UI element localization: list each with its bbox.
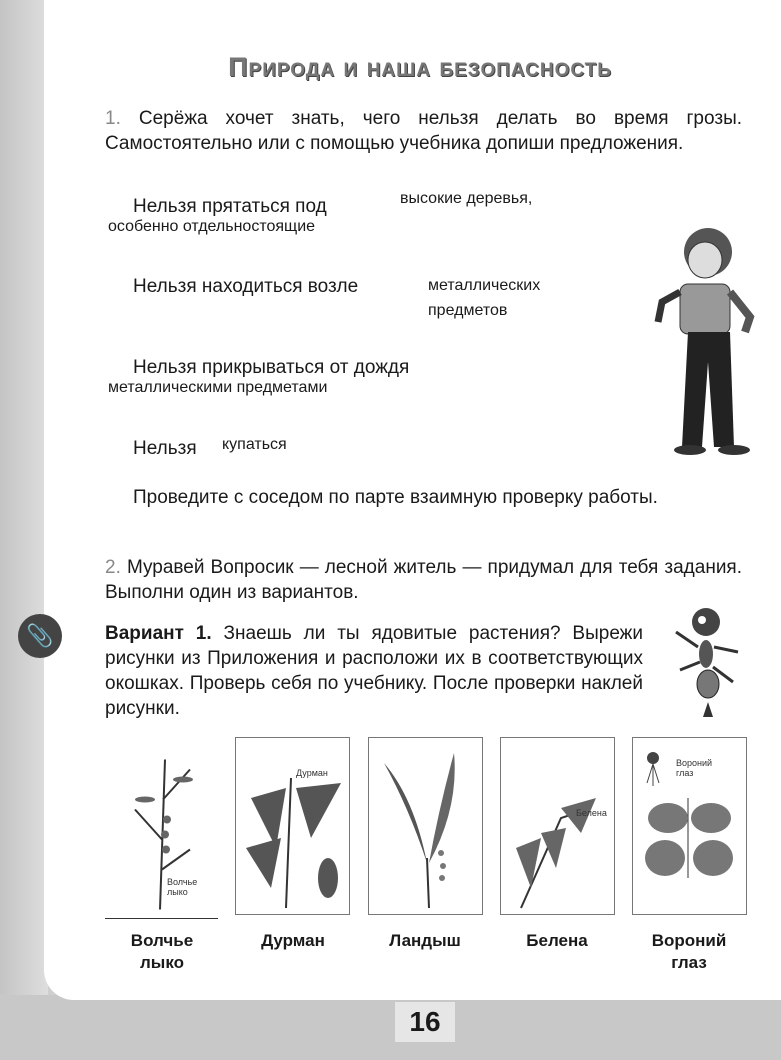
sentence-3-answer[interactable]: металлическими предметами — [108, 379, 328, 396]
landysh-drawing — [369, 738, 482, 914]
voroniy-glaz-caption: Вороний глаз — [676, 758, 713, 778]
plant-label-landysh: Ландыш — [389, 931, 461, 950]
sentence-4-answer[interactable]: купаться — [222, 436, 287, 453]
variant-1-label: Вариант 1. — [105, 623, 212, 644]
page-footer-band — [0, 995, 781, 1060]
sentence-1-prompt: Нельзя прятаться под — [133, 196, 327, 217]
plant-card-voroniy-glaz[interactable] — [632, 737, 747, 915]
sentence-1-answer[interactable]: высокие деревья, — [400, 190, 533, 207]
belena-drawing — [501, 738, 614, 914]
ant-illustration — [668, 592, 748, 722]
durman-drawing — [236, 738, 349, 914]
task1-text — [105, 106, 742, 156]
plant-label-voroniy-glaz — [624, 930, 754, 974]
plant-card-landysh[interactable] — [368, 737, 483, 915]
plant-label-durman: Дурман — [261, 931, 325, 950]
plant-label-volchye-lyko — [97, 930, 227, 974]
task2-number: 2. — [105, 557, 121, 578]
plant-label-line2: лыко — [140, 953, 184, 972]
page-title: Природа и наша безопасность — [228, 52, 612, 82]
plant-card-durman[interactable] — [235, 737, 350, 915]
paperclip-icon: 📎 — [18, 614, 62, 658]
peer-check-text: Проведите с соседом по парте взаимную проверку работы. — [133, 487, 658, 508]
belena-caption: Белена — [576, 808, 607, 818]
sentence-2-answer-cont[interactable]: предметов — [428, 302, 508, 319]
variant-1-text — [105, 621, 643, 721]
plant-label-belena: Белена — [526, 931, 588, 950]
task1-instruction: Серёжа хочет знать, чего нельзя делать во время грозы. Самостоятельно или с помощью учебника допиши предложения. — [105, 108, 743, 154]
sentence-3-prompt: Нельзя прикрываться от дождя — [133, 357, 410, 378]
task1-number: 1. — [105, 108, 121, 129]
plant-label-line1: Вороний — [651, 931, 727, 950]
task2-text — [105, 555, 742, 605]
task2-instruction: Муравей Вопросик — лесной житель — придумал для тебя задания. Выполни один из вариантов. — [105, 557, 742, 603]
plant-card-belena[interactable] — [500, 737, 615, 915]
sentence-2-prompt: Нельзя находиться возле — [133, 276, 359, 297]
boy-illustration — [650, 222, 765, 462]
sentence-1-answer-cont[interactable]: особенно отдельностоящие — [108, 218, 316, 235]
plant-card-volchye-lyko[interactable] — [105, 737, 218, 919]
page-number: 16 — [395, 1002, 455, 1042]
plant-label-line2: глаз — [671, 953, 707, 972]
volchye-lyko-caption: Волчье лыко — [167, 877, 198, 897]
durman-caption: Дурман — [296, 768, 328, 778]
variant-1-instruction: Знаешь ли ты ядовитые растения? Вырежи рисунки из Приложения и расположи их в соответствующих окошках. Проверь себя по учебнику. После проверки наклей рисунки. — [105, 623, 644, 719]
plant-label-line1: Волчье — [130, 931, 194, 950]
sentence-2-answer[interactable]: металлических — [428, 277, 541, 294]
page-margin-left — [0, 0, 48, 1060]
sentence-4-prompt: Нельзя — [133, 438, 197, 459]
